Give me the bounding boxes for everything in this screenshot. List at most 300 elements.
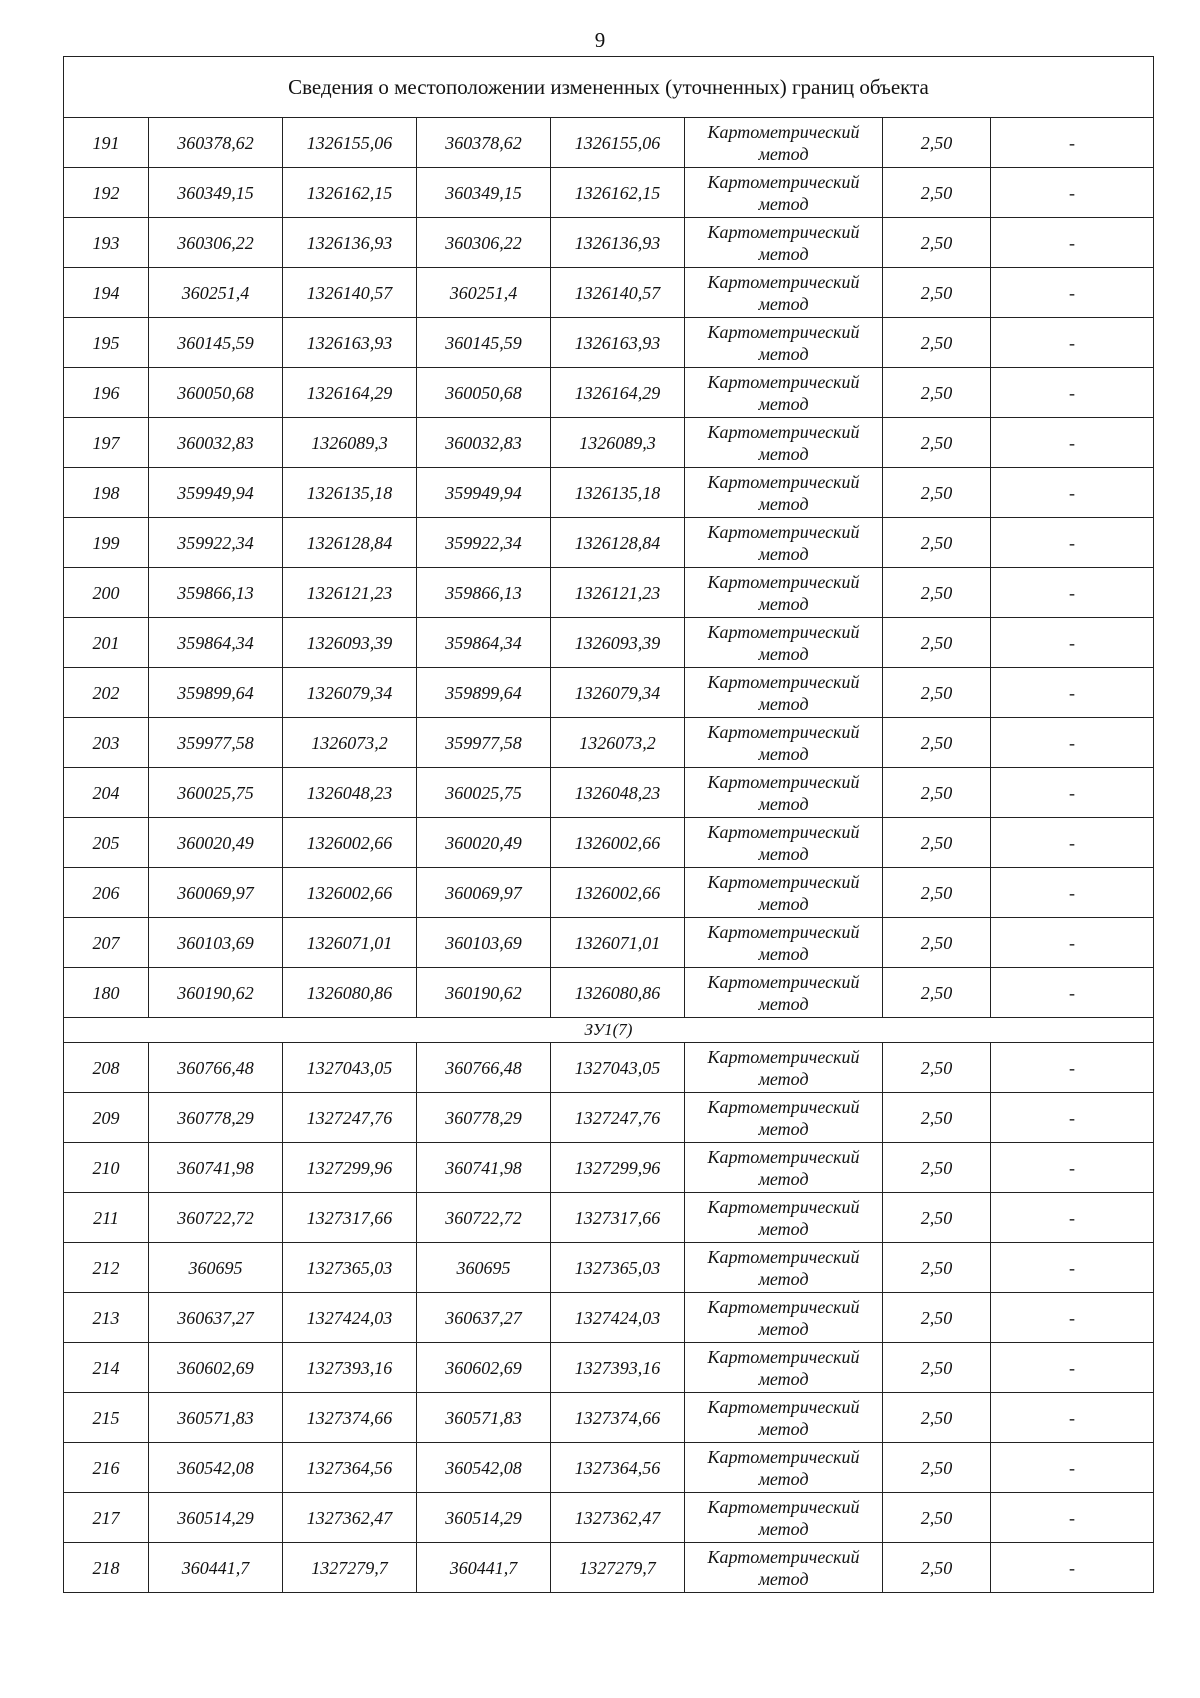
point-number-cell: 197	[64, 418, 149, 468]
method-cell	[685, 768, 883, 818]
note-cell: -	[991, 368, 1154, 418]
method-line2: метод	[758, 943, 809, 964]
method-cell	[685, 268, 883, 318]
point-number-cell: 205	[64, 818, 149, 868]
method-line2: метод	[758, 1418, 809, 1439]
y-new-cell: 1327362,47	[551, 1493, 685, 1543]
accuracy-cell: 2,50	[883, 368, 991, 418]
method-cell	[685, 918, 883, 968]
y-old-cell: 1327279,7	[283, 1543, 417, 1593]
section-label: ЗУ1(7)	[64, 1018, 1154, 1043]
method-line2: метод	[758, 1268, 809, 1289]
method-line2: метод	[758, 993, 809, 1014]
note-cell: -	[991, 1393, 1154, 1443]
point-number-cell: 207	[64, 918, 149, 968]
method-line1: Картометрический	[707, 421, 860, 442]
accuracy-cell: 2,50	[883, 1343, 991, 1393]
method-cell	[685, 1343, 883, 1393]
table-row	[64, 1343, 1154, 1393]
point-number-cell: 212	[64, 1243, 149, 1293]
y-new-cell: 1326164,29	[551, 368, 685, 418]
y-old-cell: 1327424,03	[283, 1293, 417, 1343]
accuracy-cell: 2,50	[883, 1543, 991, 1593]
note-cell: -	[991, 318, 1154, 368]
method-cell	[685, 368, 883, 418]
accuracy-cell: 2,50	[883, 118, 991, 168]
method-line2: метод	[758, 543, 809, 564]
point-number-cell: 196	[64, 368, 149, 418]
x-new-cell: 360571,83	[417, 1393, 551, 1443]
y-old-cell: 1327362,47	[283, 1493, 417, 1543]
x-old-cell: 360378,62	[149, 118, 283, 168]
table-row	[64, 1443, 1154, 1493]
table-row	[64, 368, 1154, 418]
method-cell	[685, 1193, 883, 1243]
note-cell: -	[991, 418, 1154, 468]
method-line1: Картометрический	[707, 1446, 860, 1467]
y-new-cell: 1326136,93	[551, 218, 685, 268]
table-row	[64, 518, 1154, 568]
method-line2: метод	[758, 143, 809, 164]
method-line2: метод	[758, 193, 809, 214]
accuracy-cell: 2,50	[883, 968, 991, 1018]
x-new-cell: 359922,34	[417, 518, 551, 568]
method-line1: Картометрический	[707, 1046, 860, 1067]
note-cell: -	[991, 1443, 1154, 1493]
table-row	[64, 268, 1154, 318]
section-header-row	[64, 1018, 1154, 1043]
x-new-cell: 360637,27	[417, 1293, 551, 1343]
x-old-cell: 360602,69	[149, 1343, 283, 1393]
y-old-cell: 1326162,15	[283, 168, 417, 218]
y-old-cell: 1326089,3	[283, 418, 417, 468]
note-cell: -	[991, 1043, 1154, 1093]
x-new-cell: 360306,22	[417, 218, 551, 268]
y-old-cell: 1327317,66	[283, 1193, 417, 1243]
note-cell: -	[991, 718, 1154, 768]
method-cell	[685, 118, 883, 168]
method-line1: Картометрический	[707, 1396, 860, 1417]
point-number-cell: 213	[64, 1293, 149, 1343]
method-line1: Картометрический	[707, 721, 860, 742]
point-number-cell: 214	[64, 1343, 149, 1393]
table-row	[64, 118, 1154, 168]
method-cell	[685, 1393, 883, 1443]
y-old-cell: 1327365,03	[283, 1243, 417, 1293]
y-new-cell: 1327299,96	[551, 1143, 685, 1193]
point-number-cell: 193	[64, 218, 149, 268]
method-line1: Картометрический	[707, 371, 860, 392]
point-number-cell: 218	[64, 1543, 149, 1593]
method-line2: метод	[758, 593, 809, 614]
note-cell: -	[991, 1493, 1154, 1543]
method-line1: Картометрический	[707, 1496, 860, 1517]
y-new-cell: 1326089,3	[551, 418, 685, 468]
y-old-cell: 1326048,23	[283, 768, 417, 818]
point-number-cell: 191	[64, 118, 149, 168]
y-old-cell: 1326071,01	[283, 918, 417, 968]
x-old-cell: 359864,34	[149, 618, 283, 668]
table-row	[64, 468, 1154, 518]
accuracy-cell: 2,50	[883, 1493, 991, 1543]
accuracy-cell: 2,50	[883, 1193, 991, 1243]
point-number-cell: 180	[64, 968, 149, 1018]
note-cell: -	[991, 968, 1154, 1018]
method-line2: метод	[758, 1168, 809, 1189]
y-old-cell: 1326080,86	[283, 968, 417, 1018]
x-new-cell: 360741,98	[417, 1143, 551, 1193]
x-new-cell: 360542,08	[417, 1443, 551, 1493]
x-old-cell: 360637,27	[149, 1293, 283, 1343]
method-line1: Картометрический	[707, 321, 860, 342]
y-old-cell: 1326135,18	[283, 468, 417, 518]
note-cell: -	[991, 818, 1154, 868]
x-new-cell: 360069,97	[417, 868, 551, 918]
y-old-cell: 1326079,34	[283, 668, 417, 718]
y-new-cell: 1327317,66	[551, 1193, 685, 1243]
method-line2: метод	[758, 243, 809, 264]
note-cell: -	[991, 1193, 1154, 1243]
x-new-cell: 360025,75	[417, 768, 551, 818]
x-old-cell: 359977,58	[149, 718, 283, 768]
x-old-cell: 360766,48	[149, 1043, 283, 1093]
method-line1: Картометрический	[707, 821, 860, 842]
method-cell	[685, 818, 883, 868]
y-new-cell: 1326093,39	[551, 618, 685, 668]
x-new-cell: 360378,62	[417, 118, 551, 168]
x-new-cell: 360190,62	[417, 968, 551, 1018]
table-title-row	[64, 57, 1154, 118]
point-number-cell: 202	[64, 668, 149, 718]
method-line1: Картометрический	[707, 1296, 860, 1317]
y-new-cell: 1326162,15	[551, 168, 685, 218]
note-cell: -	[991, 768, 1154, 818]
table-row	[64, 768, 1154, 818]
x-old-cell: 360695	[149, 1243, 283, 1293]
x-old-cell: 360722,72	[149, 1193, 283, 1243]
y-new-cell: 1326048,23	[551, 768, 685, 818]
y-new-cell: 1326121,23	[551, 568, 685, 618]
note-cell: -	[991, 468, 1154, 518]
accuracy-cell: 2,50	[883, 1093, 991, 1143]
note-cell: -	[991, 1243, 1154, 1293]
x-old-cell: 360778,29	[149, 1093, 283, 1143]
x-new-cell: 360441,7	[417, 1543, 551, 1593]
method-line2: метод	[758, 843, 809, 864]
x-old-cell: 360103,69	[149, 918, 283, 968]
accuracy-cell: 2,50	[883, 618, 991, 668]
method-line2: метод	[758, 1218, 809, 1239]
point-number-cell: 198	[64, 468, 149, 518]
method-cell	[685, 1443, 883, 1493]
x-new-cell: 360766,48	[417, 1043, 551, 1093]
y-old-cell: 1327247,76	[283, 1093, 417, 1143]
method-line1: Картометрический	[707, 1196, 860, 1217]
y-old-cell: 1326136,93	[283, 218, 417, 268]
y-old-cell: 1326002,66	[283, 868, 417, 918]
method-line2: метод	[758, 293, 809, 314]
method-line1: Картометрический	[707, 521, 860, 542]
method-cell	[685, 1493, 883, 1543]
accuracy-cell: 2,50	[883, 568, 991, 618]
y-new-cell: 1326163,93	[551, 318, 685, 368]
y-old-cell: 1326093,39	[283, 618, 417, 668]
note-cell: -	[991, 268, 1154, 318]
table-row	[64, 918, 1154, 968]
point-number-cell: 192	[64, 168, 149, 218]
y-old-cell: 1326155,06	[283, 118, 417, 168]
x-new-cell: 359977,58	[417, 718, 551, 768]
method-line2: метод	[758, 1568, 809, 1589]
method-line2: метод	[758, 643, 809, 664]
table-title: Сведения о местоположении измененных (уточненных) границ объекта	[64, 57, 1154, 118]
note-cell: -	[991, 1343, 1154, 1393]
method-line2: метод	[758, 1468, 809, 1489]
y-old-cell: 1327393,16	[283, 1343, 417, 1393]
y-old-cell: 1327043,05	[283, 1043, 417, 1093]
x-new-cell: 359864,34	[417, 618, 551, 668]
point-number-cell: 199	[64, 518, 149, 568]
table-row	[64, 1243, 1154, 1293]
method-line1: Картометрический	[707, 921, 860, 942]
point-number-cell: 206	[64, 868, 149, 918]
x-old-cell: 360069,97	[149, 868, 283, 918]
x-new-cell: 360251,4	[417, 268, 551, 318]
x-old-cell: 359949,94	[149, 468, 283, 518]
method-cell	[685, 968, 883, 1018]
method-cell	[685, 418, 883, 468]
note-cell: -	[991, 1093, 1154, 1143]
method-cell	[685, 518, 883, 568]
method-line1: Картометрический	[707, 771, 860, 792]
table-row	[64, 1543, 1154, 1593]
method-line2: метод	[758, 493, 809, 514]
method-line2: метод	[758, 343, 809, 364]
x-old-cell: 360190,62	[149, 968, 283, 1018]
accuracy-cell: 2,50	[883, 668, 991, 718]
method-line1: Картометрический	[707, 1146, 860, 1167]
method-cell	[685, 168, 883, 218]
method-cell	[685, 618, 883, 668]
method-cell	[685, 1043, 883, 1093]
accuracy-cell: 2,50	[883, 468, 991, 518]
point-number-cell: 195	[64, 318, 149, 368]
accuracy-cell: 2,50	[883, 318, 991, 368]
point-number-cell: 210	[64, 1143, 149, 1193]
table-row	[64, 1493, 1154, 1543]
x-old-cell: 360145,59	[149, 318, 283, 368]
method-line2: метод	[758, 393, 809, 414]
x-new-cell: 360602,69	[417, 1343, 551, 1393]
y-new-cell: 1326080,86	[551, 968, 685, 1018]
y-new-cell: 1326155,06	[551, 118, 685, 168]
y-old-cell: 1326128,84	[283, 518, 417, 568]
point-number-cell: 203	[64, 718, 149, 768]
y-old-cell: 1326164,29	[283, 368, 417, 418]
x-new-cell: 360778,29	[417, 1093, 551, 1143]
method-line2: метод	[758, 1518, 809, 1539]
x-new-cell: 360050,68	[417, 368, 551, 418]
x-old-cell: 360020,49	[149, 818, 283, 868]
table-row	[64, 418, 1154, 468]
note-cell: -	[991, 1543, 1154, 1593]
accuracy-cell: 2,50	[883, 168, 991, 218]
x-old-cell: 360741,98	[149, 1143, 283, 1193]
table-row	[64, 668, 1154, 718]
x-new-cell: 359866,13	[417, 568, 551, 618]
y-old-cell: 1326073,2	[283, 718, 417, 768]
x-old-cell: 359922,34	[149, 518, 283, 568]
x-old-cell: 360050,68	[149, 368, 283, 418]
x-new-cell: 360103,69	[417, 918, 551, 968]
method-line1: Картометрический	[707, 1246, 860, 1267]
accuracy-cell: 2,50	[883, 1443, 991, 1493]
x-old-cell: 360032,83	[149, 418, 283, 468]
note-cell: -	[991, 868, 1154, 918]
y-old-cell: 1327299,96	[283, 1143, 417, 1193]
method-line1: Картометрический	[707, 971, 860, 992]
table-row	[64, 1293, 1154, 1343]
method-cell	[685, 568, 883, 618]
table-row	[64, 1093, 1154, 1143]
accuracy-cell: 2,50	[883, 1243, 991, 1293]
accuracy-cell: 2,50	[883, 1293, 991, 1343]
y-new-cell: 1326073,2	[551, 718, 685, 768]
method-line1: Картометрический	[707, 671, 860, 692]
point-number-cell: 204	[64, 768, 149, 818]
point-number-cell: 200	[64, 568, 149, 618]
x-old-cell: 360571,83	[149, 1393, 283, 1443]
accuracy-cell: 2,50	[883, 718, 991, 768]
y-new-cell: 1326079,34	[551, 668, 685, 718]
table-row	[64, 868, 1154, 918]
method-cell	[685, 468, 883, 518]
method-line2: метод	[758, 693, 809, 714]
accuracy-cell: 2,50	[883, 1143, 991, 1193]
method-line2: метод	[758, 1118, 809, 1139]
table-row	[64, 818, 1154, 868]
point-number-cell: 209	[64, 1093, 149, 1143]
method-line2: метод	[758, 1318, 809, 1339]
y-new-cell: 1327424,03	[551, 1293, 685, 1343]
table-row	[64, 168, 1154, 218]
table-row	[64, 1393, 1154, 1443]
point-number-cell: 216	[64, 1443, 149, 1493]
x-new-cell: 360032,83	[417, 418, 551, 468]
accuracy-cell: 2,50	[883, 818, 991, 868]
accuracy-cell: 2,50	[883, 918, 991, 968]
boundary-coordinates-table	[63, 56, 1154, 1593]
method-line1: Картометрический	[707, 871, 860, 892]
note-cell: -	[991, 918, 1154, 968]
accuracy-cell: 2,50	[883, 418, 991, 468]
method-line1: Картометрический	[707, 1346, 860, 1367]
point-number-cell: 211	[64, 1193, 149, 1243]
y-new-cell: 1327393,16	[551, 1343, 685, 1393]
x-old-cell: 359866,13	[149, 568, 283, 618]
method-line2: метод	[758, 1368, 809, 1389]
accuracy-cell: 2,50	[883, 268, 991, 318]
x-old-cell: 360514,29	[149, 1493, 283, 1543]
x-old-cell: 359899,64	[149, 668, 283, 718]
y-new-cell: 1327374,66	[551, 1393, 685, 1443]
x-new-cell: 360722,72	[417, 1193, 551, 1243]
note-cell: -	[991, 518, 1154, 568]
method-cell	[685, 718, 883, 768]
y-new-cell: 1326002,66	[551, 818, 685, 868]
x-new-cell: 360349,15	[417, 168, 551, 218]
y-old-cell: 1326002,66	[283, 818, 417, 868]
method-line2: метод	[758, 893, 809, 914]
point-number-cell: 208	[64, 1043, 149, 1093]
y-old-cell: 1326140,57	[283, 268, 417, 318]
x-new-cell: 359949,94	[417, 468, 551, 518]
note-cell: -	[991, 618, 1154, 668]
x-old-cell: 360349,15	[149, 168, 283, 218]
note-cell: -	[991, 1293, 1154, 1343]
method-line1: Картометрический	[707, 471, 860, 492]
y-new-cell: 1327364,56	[551, 1443, 685, 1493]
method-cell	[685, 868, 883, 918]
table-row	[64, 568, 1154, 618]
method-cell	[685, 218, 883, 268]
table-row	[64, 968, 1154, 1018]
point-number-cell: 194	[64, 268, 149, 318]
note-cell: -	[991, 218, 1154, 268]
method-cell	[685, 1093, 883, 1143]
note-cell: -	[991, 118, 1154, 168]
x-new-cell: 360145,59	[417, 318, 551, 368]
table-row	[64, 1143, 1154, 1193]
y-old-cell: 1327374,66	[283, 1393, 417, 1443]
method-line1: Картометрический	[707, 171, 860, 192]
y-old-cell: 1326121,23	[283, 568, 417, 618]
x-old-cell: 360025,75	[149, 768, 283, 818]
x-old-cell: 360542,08	[149, 1443, 283, 1493]
note-cell: -	[991, 568, 1154, 618]
x-old-cell: 360306,22	[149, 218, 283, 268]
method-cell	[685, 1243, 883, 1293]
x-new-cell: 360020,49	[417, 818, 551, 868]
y-new-cell: 1326140,57	[551, 268, 685, 318]
x-old-cell: 360441,7	[149, 1543, 283, 1593]
y-new-cell: 1326135,18	[551, 468, 685, 518]
y-new-cell: 1327365,03	[551, 1243, 685, 1293]
y-new-cell: 1327279,7	[551, 1543, 685, 1593]
method-line2: метод	[758, 743, 809, 764]
y-old-cell: 1326163,93	[283, 318, 417, 368]
method-cell	[685, 1293, 883, 1343]
method-cell	[685, 668, 883, 718]
note-cell: -	[991, 1143, 1154, 1193]
point-number-cell: 201	[64, 618, 149, 668]
accuracy-cell: 2,50	[883, 868, 991, 918]
y-new-cell: 1326128,84	[551, 518, 685, 568]
table-row	[64, 1193, 1154, 1243]
method-line1: Картометрический	[707, 271, 860, 292]
accuracy-cell: 2,50	[883, 218, 991, 268]
y-new-cell: 1327043,05	[551, 1043, 685, 1093]
note-cell: -	[991, 668, 1154, 718]
y-new-cell: 1327247,76	[551, 1093, 685, 1143]
table-row	[64, 618, 1154, 668]
method-line1: Картометрический	[707, 1096, 860, 1117]
table-row	[64, 718, 1154, 768]
method-line1: Картометрический	[707, 621, 860, 642]
method-line2: метод	[758, 1068, 809, 1089]
point-number-cell: 215	[64, 1393, 149, 1443]
method-line1: Картометрический	[707, 1546, 860, 1567]
